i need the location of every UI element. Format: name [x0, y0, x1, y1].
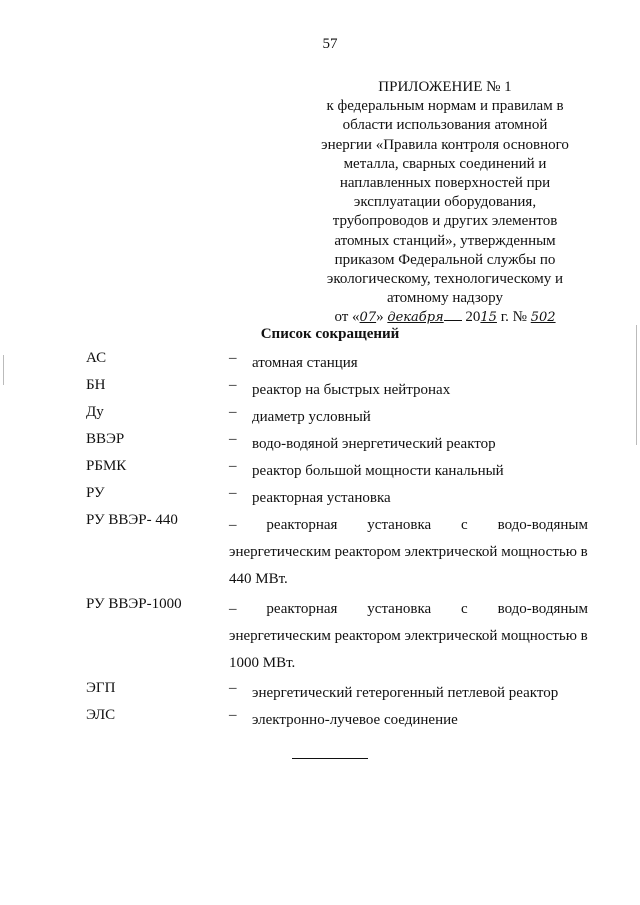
- abbreviation-definition: [252, 377, 588, 404]
- appendix-line: трубопроводов и других элементов: [332, 213, 558, 230]
- list-item: [86, 510, 588, 594]
- abbreviation-term: ЭГП: [86, 680, 116, 696]
- handwritten-month: декабря: [387, 310, 444, 326]
- definition-line: [229, 512, 588, 539]
- order-date-line: [300, 308, 590, 327]
- dash: –: [229, 601, 237, 617]
- page-number: 57: [322, 36, 338, 52]
- abbreviation-definition: [252, 350, 588, 377]
- list-item: [86, 402, 588, 429]
- appendix-line: наплавленных поверхностей при: [339, 175, 551, 192]
- list-item: [86, 678, 588, 705]
- definition-line: энергетический гетерогенный петлевой реактор: [252, 685, 559, 701]
- handwritten-year: 15: [480, 310, 497, 326]
- abbreviation-definition: [252, 404, 588, 431]
- dash: –: [229, 458, 237, 474]
- abbreviation-definition: [252, 458, 588, 485]
- abbreviation-definition: [252, 431, 588, 458]
- definition-word: реакторная: [266, 517, 338, 533]
- definition-line: реакторная установка: [252, 490, 391, 506]
- appendix-line: атомному надзору: [387, 290, 503, 307]
- abbreviation-list: [86, 348, 588, 732]
- abbreviation-term: ВВЭР: [86, 431, 125, 447]
- definition-line: реактор на быстрых нейтронах: [252, 382, 451, 398]
- appendix-line: экологическому, технологическому и: [326, 271, 564, 288]
- abbreviation-definition: [252, 707, 588, 734]
- abbreviation-definition: [252, 680, 588, 707]
- abbreviation-definition: [229, 512, 588, 593]
- abbreviation-term: АС: [86, 350, 107, 366]
- year-prefix: 20: [465, 309, 481, 326]
- appendix-line: эксплуатации оборудования,: [353, 194, 537, 211]
- definition-line: электронно-лучевое соединение: [252, 712, 458, 728]
- dash: –: [229, 350, 237, 366]
- definition-line: атомная станция: [252, 355, 358, 371]
- list-item: [86, 483, 588, 510]
- list-item: [86, 456, 588, 483]
- appendix-line: к федеральным нормам и правилам в: [326, 98, 564, 115]
- abbreviation-term: ЭЛС: [86, 707, 116, 723]
- appendix-line: области использования атомной: [342, 117, 548, 134]
- appendix-title: ПРИЛОЖЕНИЕ № 1: [378, 79, 512, 95]
- abbreviation-term: РУ: [86, 485, 105, 501]
- abbreviation-definition: [229, 596, 588, 677]
- dash: –: [229, 707, 237, 723]
- date-mid: »: [376, 309, 384, 326]
- abbreviation-definition: [252, 485, 588, 512]
- abbreviation-term: Ду: [86, 404, 104, 420]
- list-item: [86, 429, 588, 456]
- abbreviation-term: РУ ВВЭР-1000: [86, 596, 182, 612]
- definition-word: установка: [367, 601, 432, 617]
- scan-margin-mark: [3, 355, 4, 385]
- list-item: [86, 705, 588, 732]
- date-prefix: от «: [334, 309, 360, 326]
- list-title: Список сокращений: [260, 326, 400, 342]
- dash: –: [229, 404, 237, 420]
- abbreviation-term: РУ ВВЭР- 440: [86, 512, 178, 528]
- list-item: [86, 348, 588, 375]
- dash: –: [229, 431, 237, 447]
- number-label: г. №: [500, 309, 527, 326]
- definition-line: энергетическим реактором электрической мощностью в: [229, 544, 588, 560]
- appendix-line: металла, сварных соединений и: [343, 155, 547, 172]
- scan-margin-mark: [636, 325, 637, 445]
- definition-word: установка: [367, 517, 432, 533]
- definition-word: реакторная: [266, 601, 338, 617]
- dash: –: [229, 377, 237, 393]
- list-item: [86, 375, 588, 402]
- underline-blank: [444, 320, 462, 321]
- definition-word: с: [461, 601, 468, 617]
- definition-line: реактор большой мощности канальный: [252, 463, 504, 479]
- closing-rule: [292, 758, 368, 759]
- abbreviation-term: РБМК: [86, 458, 127, 474]
- definition-line: водо-водяной энергетический реактор: [252, 436, 496, 452]
- dash: –: [229, 517, 237, 533]
- definition-line: энергетическим реактором электрической мощностью в: [229, 628, 588, 644]
- definition-word: с: [461, 517, 468, 533]
- list-item: [86, 594, 588, 678]
- definition-line: 440 МВт.: [229, 571, 288, 587]
- appendix-line: приказом Федеральной службы по: [334, 251, 556, 268]
- dash: –: [229, 485, 237, 501]
- appendix-header: [300, 78, 590, 328]
- handwritten-day: 07: [359, 310, 377, 326]
- definition-line: диаметр условный: [252, 409, 371, 425]
- definition-line: 1000 МВт.: [229, 655, 296, 671]
- definition-word: водо-водяным: [497, 601, 588, 617]
- handwritten-order-number: 502: [530, 310, 556, 326]
- appendix-line: атомных станций», утвержденным: [334, 232, 556, 249]
- abbreviation-term: БН: [86, 377, 106, 393]
- definition-line: [229, 596, 588, 623]
- definition-word: водо-водяным: [497, 517, 588, 533]
- dash: –: [229, 680, 237, 696]
- appendix-line: энергии «Правила контроля основного: [321, 136, 569, 153]
